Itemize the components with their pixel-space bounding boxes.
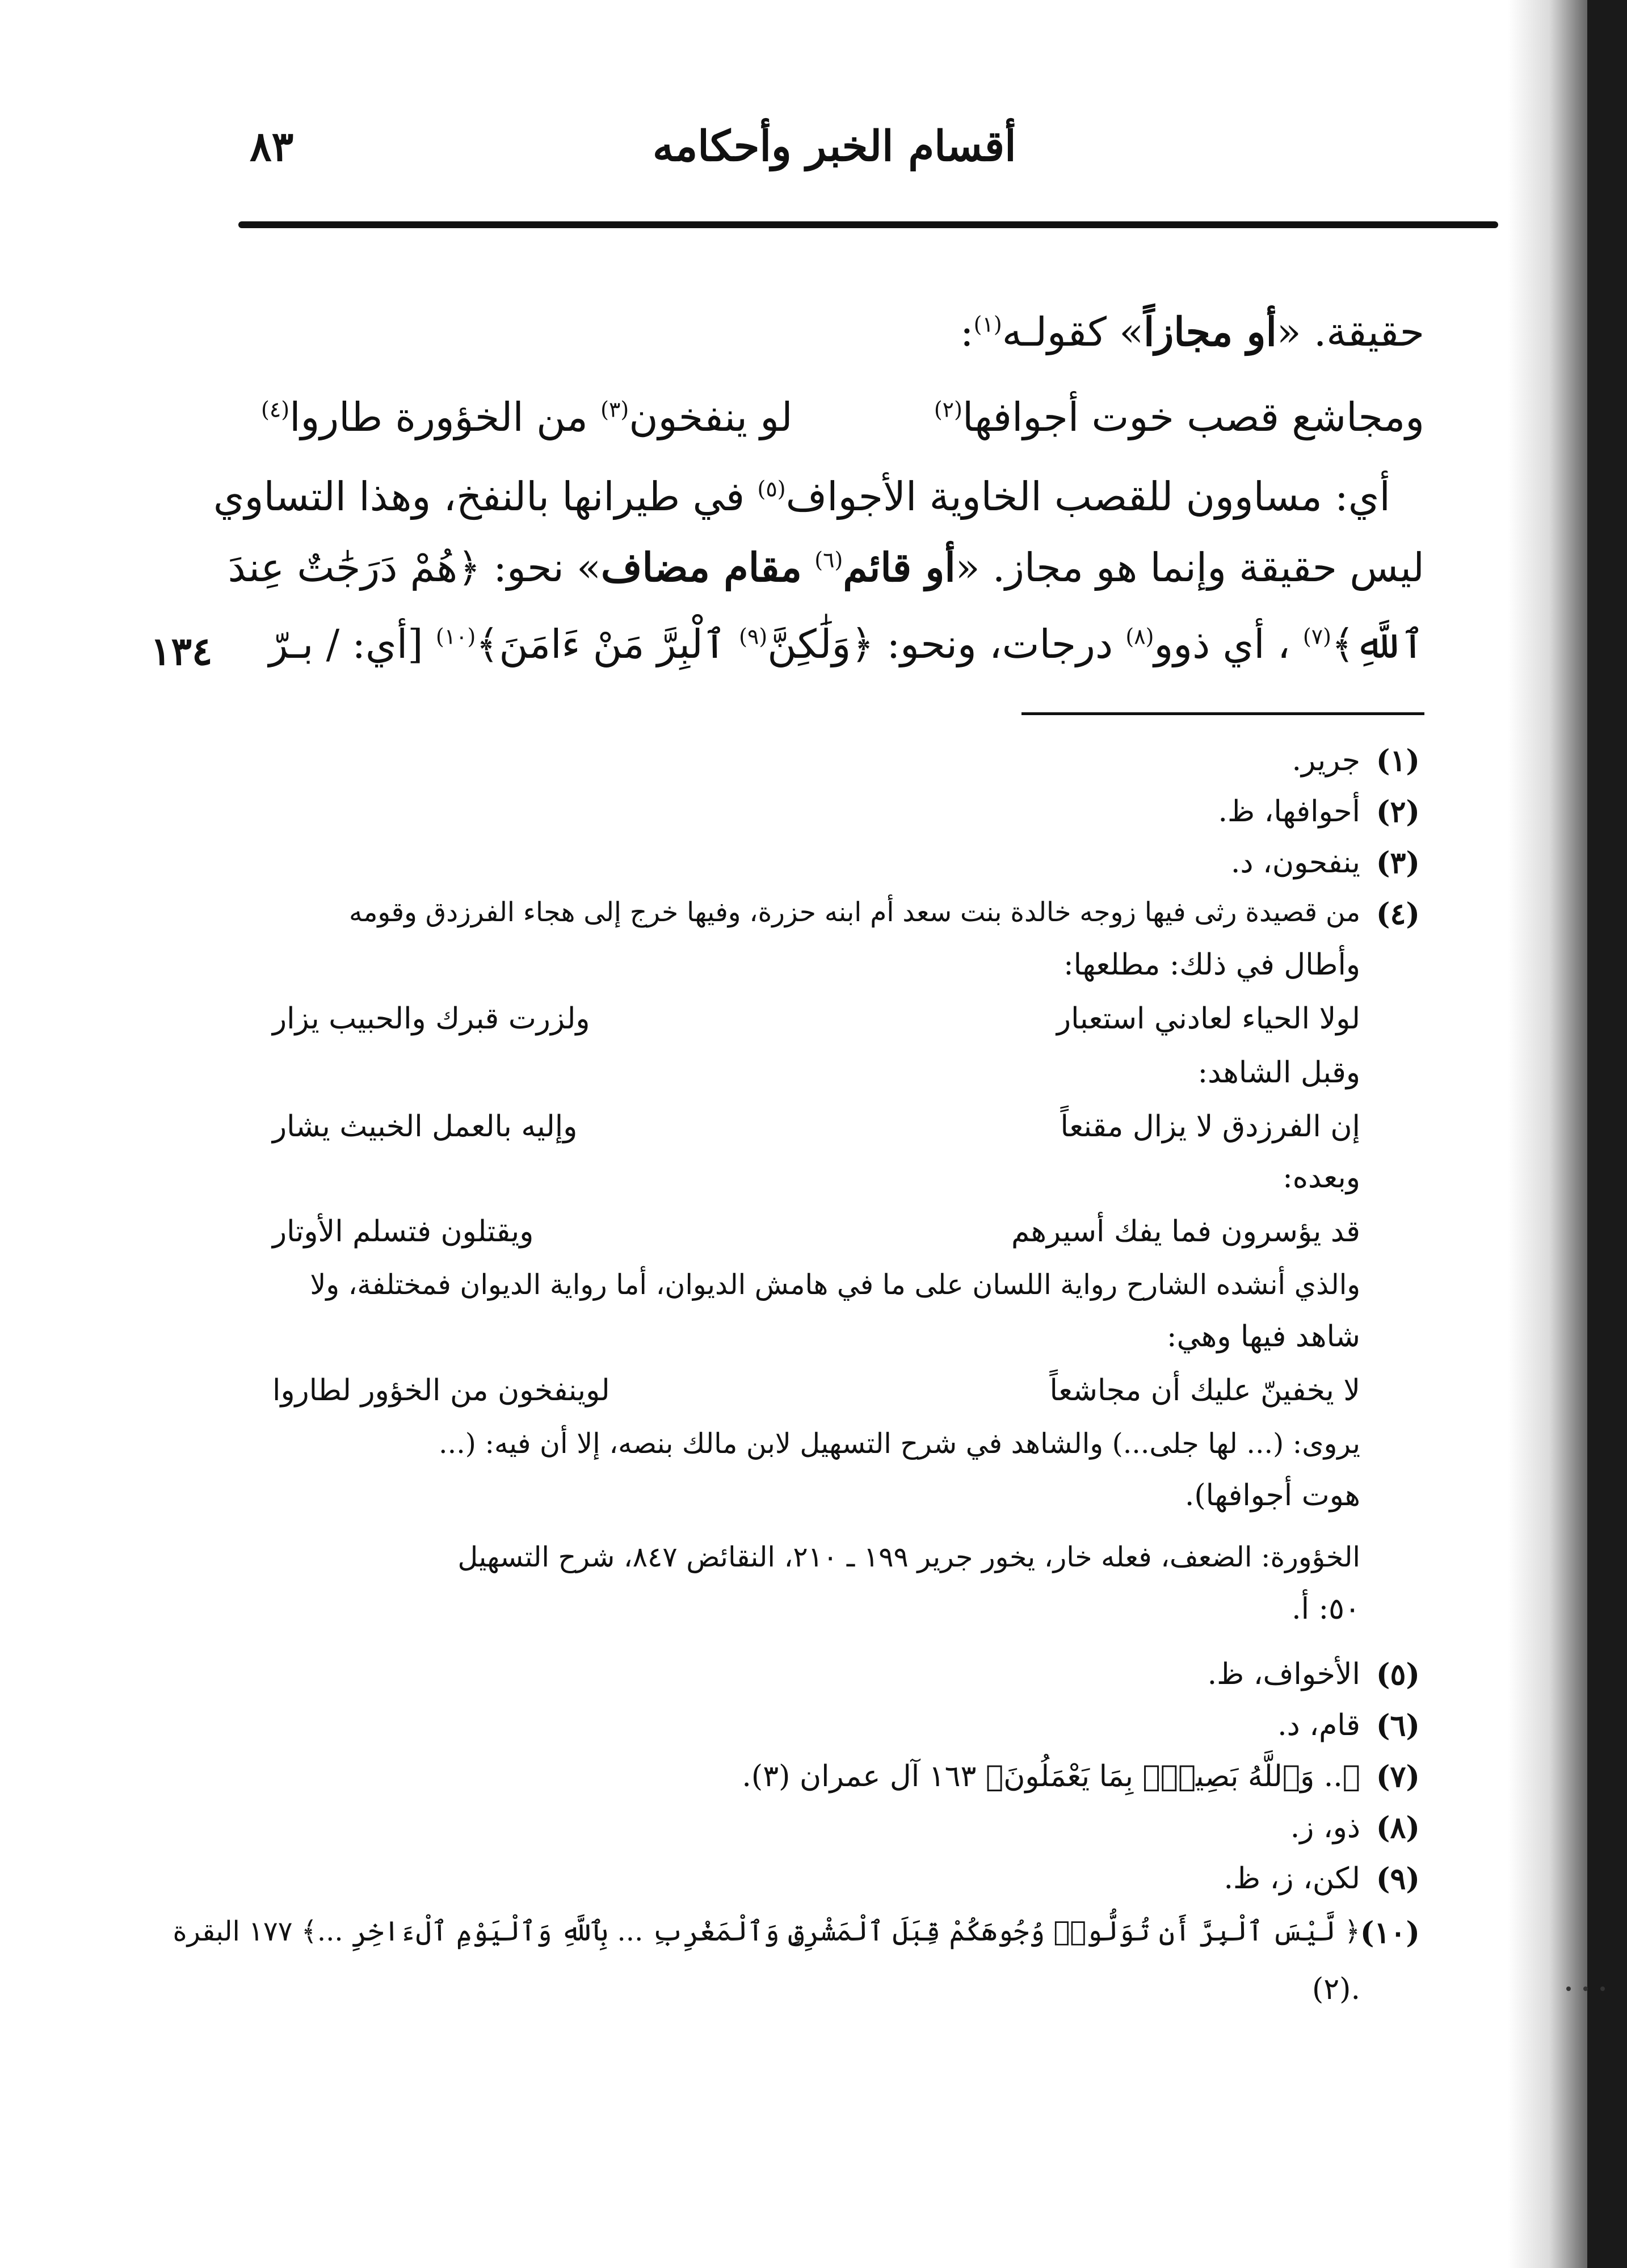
footnote-verse bbox=[272, 1002, 1360, 1036]
footnote-text: لكن، ز، ظ. bbox=[1224, 1862, 1360, 1896]
footnote-text: هوت أجوافها). bbox=[1184, 1479, 1360, 1513]
text-run: » كقولـه bbox=[1002, 309, 1144, 355]
footnote-text: شاهد فيها وهي: bbox=[1167, 1320, 1360, 1354]
main-text bbox=[213, 0, 1424, 709]
footnote-text: يروى: (... لها جلى...) والشاهد في شرح التسهيل لابن مالك بنصه، إلا أن فيه: (... bbox=[439, 1427, 1360, 1460]
scan-speck bbox=[1583, 1986, 1588, 1991]
text-run: ليس حقيقة وإنما هو مجاز. « bbox=[955, 544, 1424, 591]
footnote-number: (٤) bbox=[1376, 897, 1420, 931]
text-run: ٱلْبِرَّ مَنْ ءَامَنَ﴾ bbox=[476, 621, 726, 667]
footnote-number: (٧) bbox=[1376, 1759, 1420, 1794]
verse-hemistich-2: ولزرت قبرك والحبيب يزار bbox=[272, 1002, 590, 1036]
text-run: من الخؤورة طاروا bbox=[289, 394, 588, 440]
footnote-text: ذو، ز. bbox=[1290, 1811, 1360, 1845]
bold-term: مقام مضاف bbox=[600, 544, 802, 591]
footnote-text: وأطال في ذلك: مطلعها: bbox=[1063, 948, 1360, 982]
footnote-divider bbox=[1021, 712, 1424, 715]
verse-hemistich-2: ويقتلون فتسلم الأوتار bbox=[272, 1215, 534, 1249]
footnote-ref: (٩) bbox=[739, 624, 768, 649]
footnote-number: (٢) bbox=[1376, 795, 1420, 829]
verse-hemistich-2: وإليه بالعمل الخبيث يشار bbox=[272, 1110, 578, 1144]
text-run: في طيرانها بالنفخ، وهذا التساوي bbox=[213, 473, 745, 520]
verse-hemistich-2: لوينفخون من الخؤور لطاروا bbox=[272, 1374, 610, 1408]
text-run: ومجاشع قصب خوت أجوافها bbox=[962, 394, 1424, 440]
footnote-ref: (٣) bbox=[600, 397, 629, 422]
footnote-text: جرير. bbox=[1292, 744, 1360, 778]
footnote-verse bbox=[272, 1374, 1360, 1408]
running-title: أقسام الخبر وأحكامه bbox=[653, 122, 1016, 171]
footnote-verse bbox=[272, 1110, 1360, 1144]
footnote-text: وقبل الشاهد: bbox=[1197, 1056, 1360, 1090]
bold-term: أو قائم bbox=[843, 544, 956, 591]
verse-hemistich-1 bbox=[934, 380, 1424, 454]
footnote-text: ٥٠: أ. bbox=[1292, 1592, 1360, 1626]
text-run: حقيقة. « bbox=[1276, 309, 1424, 355]
footnote-text: الأخواف، ظ. bbox=[1207, 1657, 1360, 1691]
verse-hemistich-1: قد يؤسرون فما يفك أسيرهم bbox=[1011, 1215, 1360, 1249]
main-line-4 bbox=[228, 531, 1424, 604]
page-number: ٨٣ bbox=[250, 122, 294, 170]
footnote-verse bbox=[272, 1215, 1360, 1249]
footnote-text: الخؤورة: الضعف، فعله خار، يخور جرير ١٩٩ ـ ٢١٠، النقائض ٨٤٧، شرح التسهيل bbox=[457, 1541, 1360, 1573]
verse-hemistich-1: لولا الحياء لعادني استعبار bbox=[1057, 1002, 1360, 1036]
verse-hemistich-2 bbox=[261, 380, 793, 454]
footnote-text: قام، د. bbox=[1277, 1708, 1360, 1742]
footnote-number: (١) bbox=[1376, 744, 1420, 778]
footnote-text: من قصيدة رثى فيها زوجه خالدة بنت سعد أم ابنه حزرة، وفيها خرج إلى هجاء الفرزدق وقومه bbox=[349, 897, 1360, 928]
footnote-text: .(٢) bbox=[1311, 1972, 1360, 2006]
footnote-ref: (١٠) bbox=[435, 624, 476, 649]
footnote-ref: (١) bbox=[973, 312, 1002, 337]
text-run: : bbox=[960, 309, 974, 355]
text-run: أي: مساوون للقصب الخاوية الأجواف bbox=[785, 473, 1390, 520]
footnote-text: ينفحون، د. bbox=[1230, 846, 1360, 880]
text-run: ، أي ذوو bbox=[1154, 621, 1290, 667]
main-line-3 bbox=[213, 460, 1424, 534]
footnote-ref: (٢) bbox=[934, 397, 962, 422]
footnote-text: أحوافها، ظ. bbox=[1218, 795, 1360, 829]
footnote-text: والذي أنشده الشارح رواية اللسان على ما في هامش الديوان، أما رواية الديوان فمختلفة، ولا bbox=[310, 1269, 1360, 1301]
footnote-number: (٣) bbox=[1376, 846, 1420, 880]
text-run: درجات، ونحو: ﴿وَلَٰكِنَّ bbox=[767, 621, 1113, 667]
text-run: لو ينفخون bbox=[629, 394, 793, 440]
footnote-number: (٦) bbox=[1376, 1708, 1420, 1743]
margin-folio-number: ١٣٤ bbox=[150, 629, 213, 674]
footnote-number: (٥) bbox=[1376, 1657, 1420, 1692]
text-run: [أي: / بـرّ bbox=[268, 621, 423, 667]
footnote-number: (٩) bbox=[1376, 1862, 1420, 1896]
footnote-text: ﴿ لَّيْسَ ٱلْبِرَّ أَن تُوَلُّوا۟ وُجُوهَكُمْ قِبَلَ ٱلْمَشْرِقِ وَٱلْمَغْرِبِ ... بِٱللَّهِ وَٱلْيَوْمِ ٱلْءَاخِرِ ...﴾ ١٧٧ البقرة bbox=[173, 1916, 1360, 1947]
footnote-ref: (٤) bbox=[261, 397, 290, 422]
footnote-text: وبعده: bbox=[1283, 1161, 1360, 1195]
scan-dark-edge bbox=[1587, 0, 1627, 2268]
footnote-ref: (٨) bbox=[1125, 624, 1154, 649]
text-run: ٱللَّهِ﴾ bbox=[1331, 621, 1424, 667]
verse-line bbox=[261, 380, 1424, 454]
main-line-1 bbox=[960, 295, 1424, 369]
verse-hemistich-1: إن الفرزدق لا يزال مقنعاً bbox=[1060, 1110, 1360, 1144]
footnote-number: (١٠) bbox=[1360, 1916, 1420, 1950]
scan-speck bbox=[1600, 1986, 1605, 1991]
main-line-5 bbox=[269, 607, 1424, 681]
footnote-ref: (٦) bbox=[814, 547, 843, 573]
bold-term: أو مجازاً bbox=[1143, 308, 1277, 355]
text-run: » نحو: ﴿هُمْ دَرَجَٰتٌ عِندَ bbox=[228, 544, 601, 591]
scan-speck bbox=[1566, 1986, 1571, 1991]
footnote-text: ﴿.. وَٱللَّهُ بَصِيرٌۢ بِمَا يَعْمَلُونَ﴾ ١٦٣ آل عمران (٣). bbox=[742, 1759, 1360, 1794]
footnote-ref: (٥) bbox=[757, 476, 786, 502]
footnote-number: (٨) bbox=[1376, 1811, 1420, 1845]
footnote-ref: (٧) bbox=[1302, 624, 1331, 649]
verse-hemistich-1: لا يخفينّ عليك أن مجاشعاً bbox=[1049, 1374, 1360, 1408]
